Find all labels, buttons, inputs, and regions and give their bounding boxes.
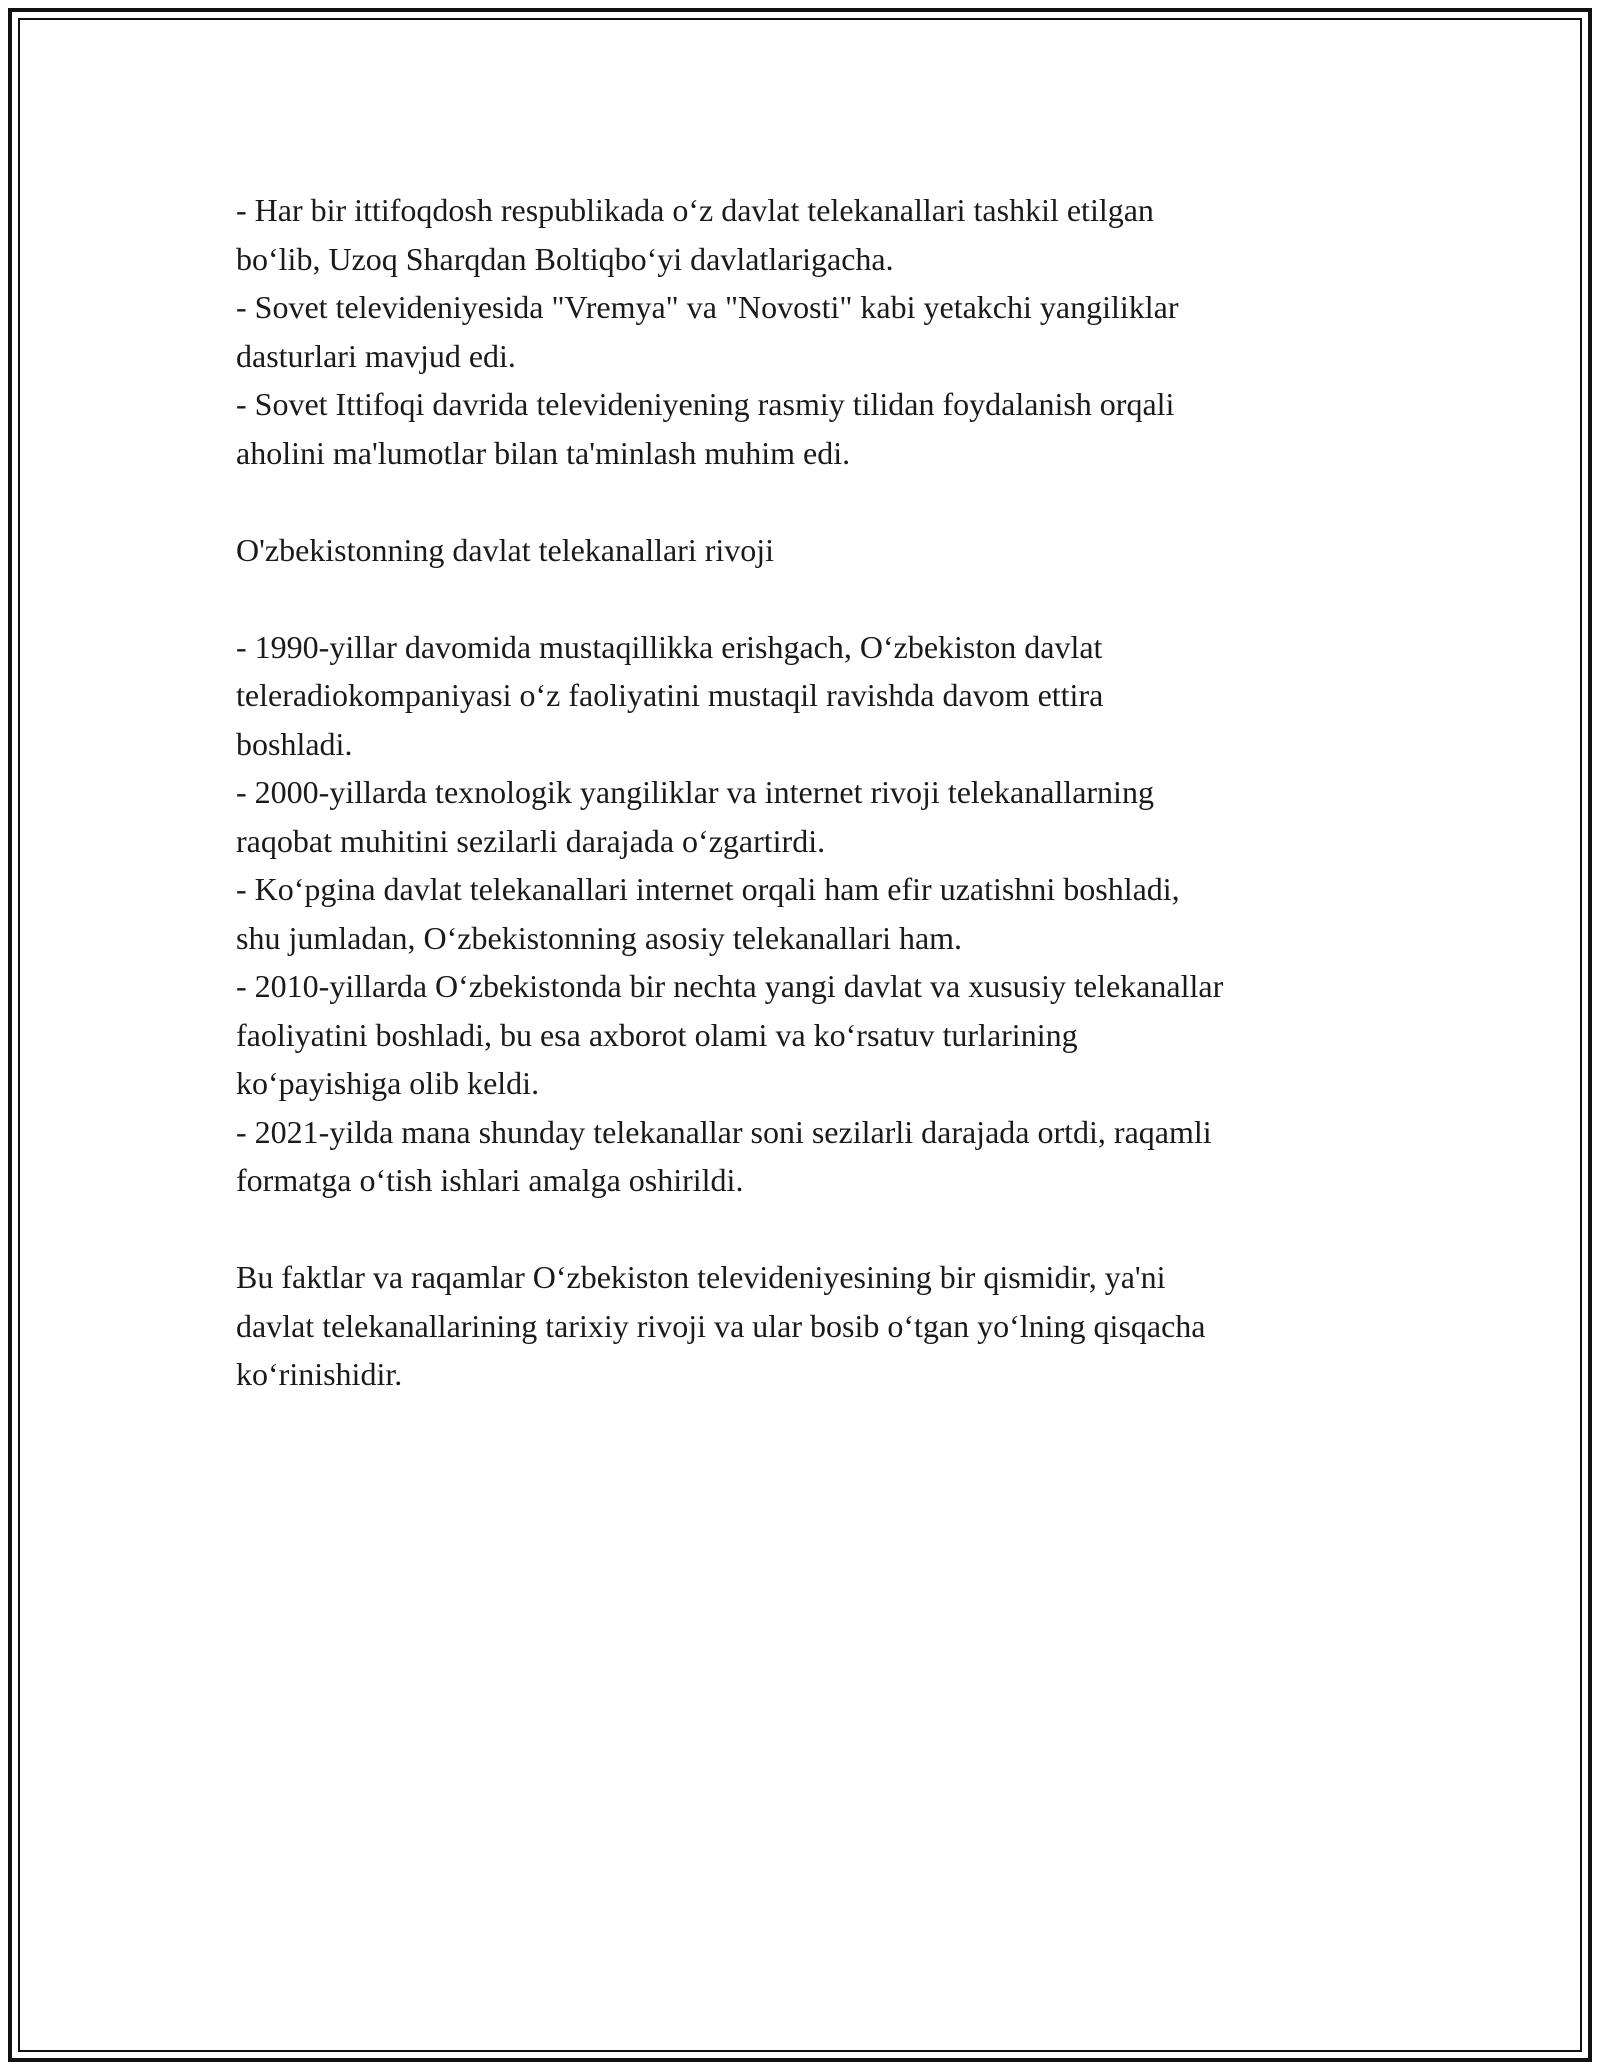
text-line: - Sovet Ittifoqi davrida televideniyening rasmiy tilidan foydalanish orqali (236, 386, 1175, 422)
section-heading: O'zbekistonning davlat telekanallari rivoji (236, 531, 775, 568)
intro-bullet-list (236, 186, 1386, 477)
paragraph-spacer (236, 1205, 1386, 1254)
document-body (236, 186, 1386, 1399)
text-line: - 2000-yillarda texnologik yangiliklar va internet rivoji telekanallarning (236, 774, 1154, 810)
text-line: formatga o‘tish ishlari amalga oshirildi. (236, 1162, 744, 1198)
text-line: - 1990-yillar davomida mustaqillikka erishgach, O‘zbekiston davlat (236, 628, 1103, 665)
text-line: Bu faktlar va raqamlar O‘zbekiston televideniyesining bir qismidir, ya'ni (236, 1259, 1166, 1295)
text-line: ko‘payishiga olib keldi. (236, 1065, 540, 1101)
conclusion-paragraph (236, 1253, 1386, 1399)
text-line: - 2021-yilda mana shunday telekanallar soni sezilarli darajada ortdi, raqamli (236, 1113, 1212, 1150)
text-line: bo‘lib, Uzoq Sharqdan Boltiqbo‘yi davlatlarigacha. (236, 240, 894, 277)
text-line: - Har bir ittifoqdosh respublikada o‘z davlat telekanallari tashkil etilgan (236, 192, 1154, 228)
text-line: - 2010-yillarda O‘zbekistonda bir nechta yangi davlat va xususiy telekanallar (236, 968, 1224, 1004)
paragraph-spacer (236, 574, 1386, 623)
text-line: - Ko‘pgina davlat telekanallari internet orqali ham efir uzatishni boshladi, (236, 871, 1180, 907)
text-line: - Sovet televideniyesida "Vremya" va "Novosti" kabi yetakchi yangiliklar (236, 289, 1179, 325)
paragraph-spacer (236, 477, 1386, 526)
text-line: boshladi. (236, 725, 353, 762)
text-line: shu jumladan, O‘zbekistonning asosiy telekanallari ham. (236, 919, 963, 956)
development-bullet-list (236, 623, 1386, 1205)
text-line: dasturlari mavjud edi. (236, 337, 516, 374)
text-line: aholini ma'lumotlar bilan ta'minlash muhim edi. (236, 434, 851, 471)
text-line: davlat telekanallarining tarixiy rivoji va ular bosib o‘tgan yo‘lning qisqacha (236, 1307, 1206, 1344)
text-line: teleradiokompaniyasi o‘z faoliyatini mustaqil ravishda davom ettira (236, 677, 1104, 713)
text-line: ko‘rinishidir. (236, 1356, 403, 1392)
text-line: raqobat muhitini sezilarli darajada o‘zgartirdi. (236, 822, 826, 859)
text-line: faoliyatini boshladi, bu esa axborot olami va ko‘rsatuv turlarining (236, 1016, 1078, 1053)
